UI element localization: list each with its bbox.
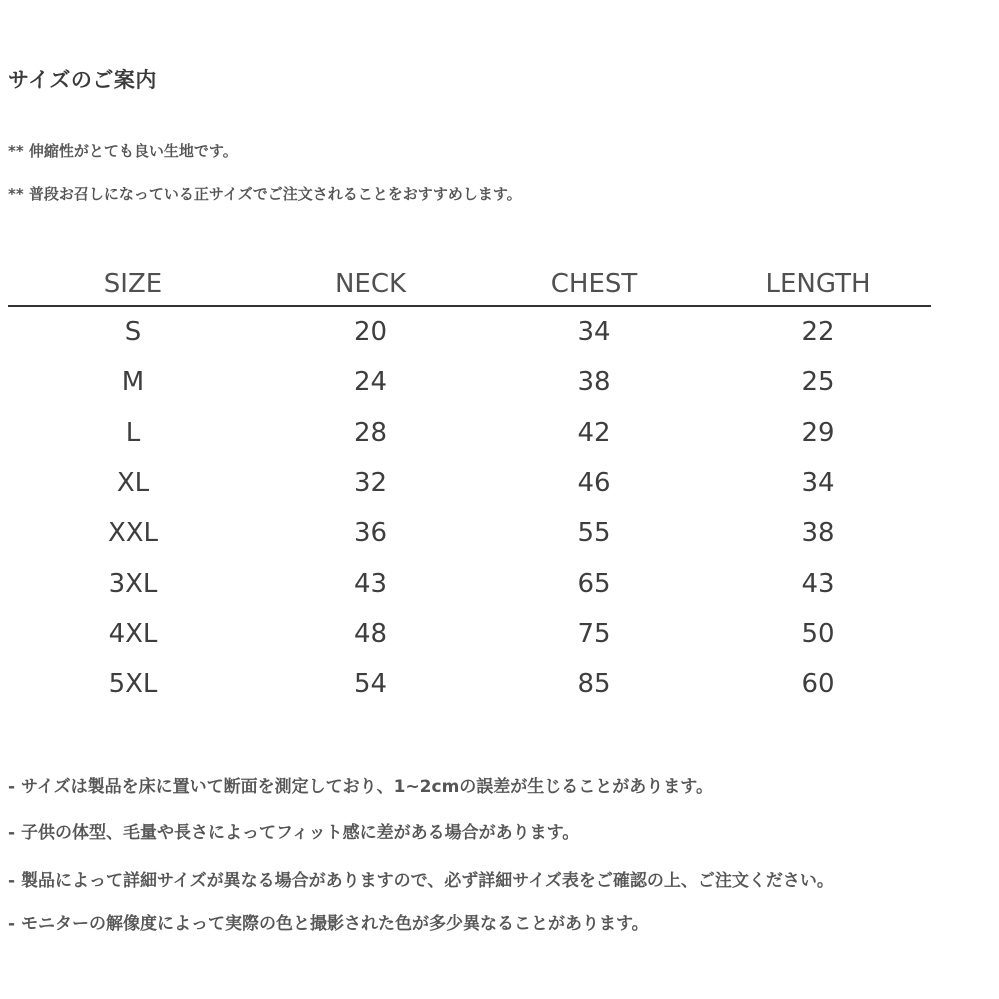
cell-length: 25 (801, 367, 835, 398)
table-row (8, 306, 931, 357)
cell-neck: 36 (353, 518, 388, 549)
cell-size: XL (116, 468, 150, 499)
cell-size: XXL (107, 518, 159, 549)
cell-size: M (121, 367, 145, 398)
note-stretch: ** 伸縮性がとても良い生地です。 (8, 142, 238, 160)
header-neck: NECK (258, 262, 483, 306)
table-row (8, 659, 931, 709)
table-row (8, 609, 931, 659)
header-length: LENGTH (705, 262, 931, 306)
header-size: SIZE (8, 262, 258, 306)
footnote-check-size-chart: - 製品によって詳細サイズが異なる場合がありますので、必ず詳細サイズ表をご確認の上、ご注文ください。 (8, 871, 834, 891)
cell-chest: 38 (577, 367, 611, 398)
cell-size: S (124, 317, 142, 348)
cell-neck: 20 (353, 317, 388, 348)
cell-chest: 42 (577, 417, 611, 448)
cell-size: L (125, 417, 141, 448)
cell-length: 34 (801, 468, 835, 499)
cell-neck: 28 (353, 417, 388, 448)
table-row (8, 558, 931, 608)
cell-length: 29 (801, 417, 835, 448)
table-header-row (8, 262, 931, 306)
header-chest: CHEST (483, 262, 705, 306)
table-row (8, 458, 931, 508)
page-title: サイズのご案内 (8, 68, 157, 92)
cell-neck: 48 (353, 618, 388, 649)
size-table (8, 262, 931, 709)
table-row (8, 357, 931, 407)
table-row (8, 408, 931, 458)
cell-size: 4XL (108, 618, 158, 649)
cell-length: 22 (801, 317, 835, 348)
cell-neck: 24 (353, 367, 388, 398)
note-size-recommendation: ** 普段お召しになっている正サイズでご注文されることをおすすめします。 (8, 185, 522, 203)
cell-neck: 32 (353, 468, 388, 499)
cell-chest: 65 (577, 568, 611, 599)
cell-length: 38 (801, 518, 835, 549)
cell-length: 50 (801, 618, 835, 649)
cell-chest: 34 (577, 317, 611, 348)
cell-size: 5XL (108, 669, 158, 700)
cell-chest: 46 (577, 468, 611, 499)
cell-neck: 43 (353, 568, 388, 599)
footnote-fit-difference: - 子供の体型、毛量や長さによってフィット感に差がある場合があります。 (8, 823, 580, 843)
cell-length: 43 (801, 568, 835, 599)
footnote-monitor-color: - モニターの解像度によって実際の色と撮影された色が多少異なることがあります。 (8, 914, 649, 934)
cell-size: 3XL (108, 568, 158, 599)
cell-chest: 75 (577, 618, 611, 649)
table-row (8, 508, 931, 558)
cell-chest: 55 (577, 518, 611, 549)
cell-chest: 85 (577, 669, 611, 700)
cell-length: 60 (801, 669, 835, 700)
footnote-measurement-error: - サイズは製品を床に置いて断面を測定しており、1~2cmの誤差が生じることがあります。 (8, 777, 713, 797)
cell-neck: 54 (353, 669, 388, 700)
